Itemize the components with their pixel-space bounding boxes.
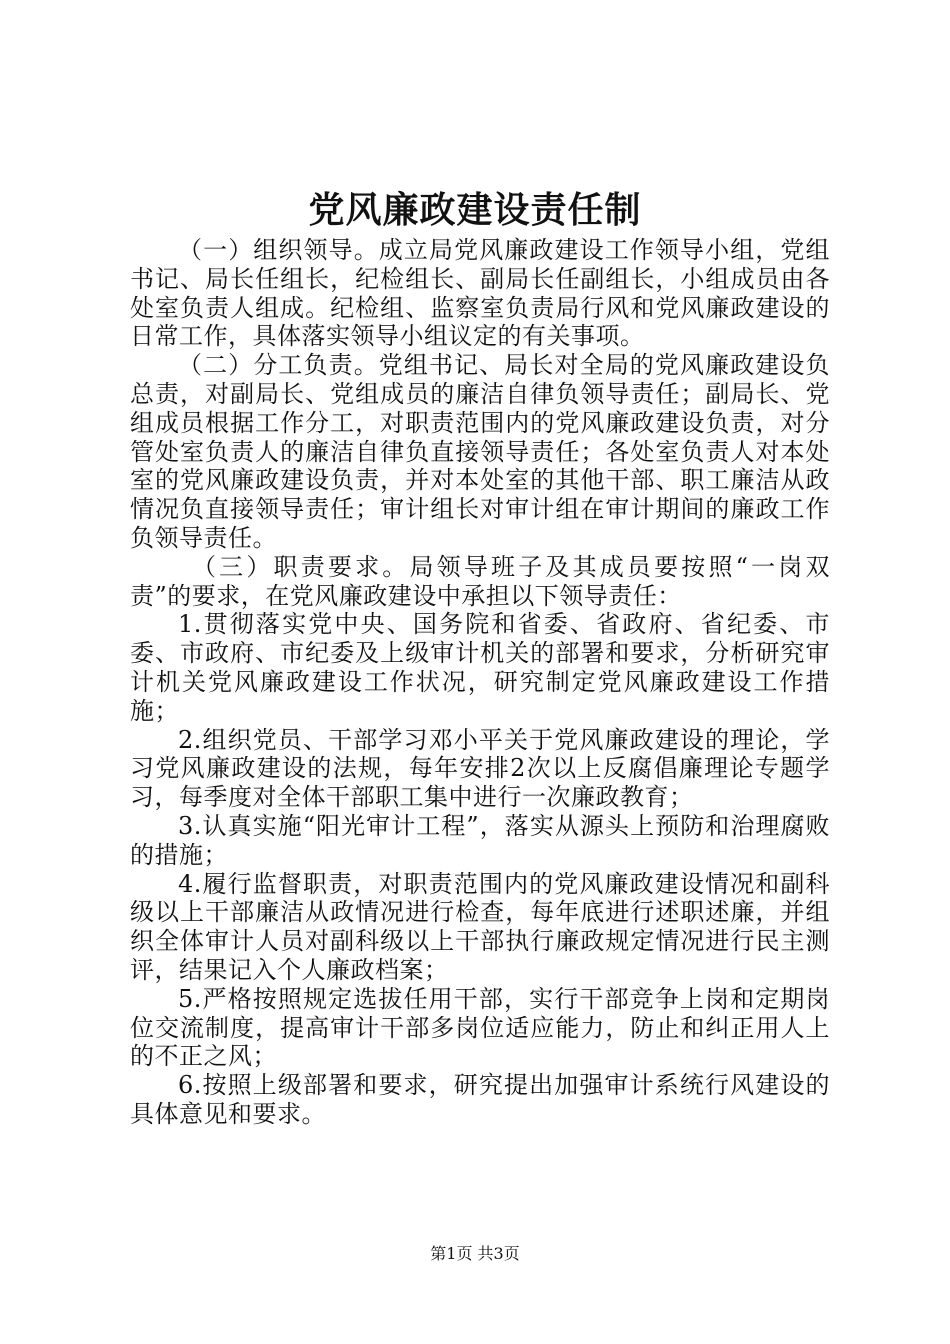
document-body [130, 236, 830, 1129]
paragraph-item-5: 5.严格按照规定选拔任用干部，实行干部竞争上岗和定期岗位交流制度，提高审计干部多岗位适应能力，防止和纠正用人上的不正之风； [130, 984, 830, 1071]
paragraph-duty-requirements: （三）职责要求。局领导班子及其成员要按照“一岗双责”的要求，在党风廉政建设中承担以下领导责任： [130, 552, 830, 610]
paragraph-item-3: 3.认真实施“阳光审计工程”，落实从源头上预防和治理腐败的措施； [130, 811, 830, 869]
paragraph-item-2: 2.组织党员、干部学习邓小平关于党风廉政建设的理论，学习党风廉政建设的法规，每年安排2次以上反腐倡廉理论专题学习，每季度对全体干部职工集中进行一次廉政教育； [130, 725, 830, 812]
page-number-footer: 第1页 共3页 [430, 1244, 520, 1263]
document-title: 党风廉政建设责任制 [308, 189, 642, 231]
paragraph-item-4: 4.履行监督职责，对职责范围内的党风廉政建设情况和副科级以上干部廉洁从政情况进行检查，每年底进行述职述廉，并组织全体审计人员对副科级以上干部执行廉政规定情况进行民主测评，结果记入个人廉政档案； [130, 869, 830, 984]
paragraph-division-of-responsibility: （二）分工负责。党组书记、局长对全局的党风廉政建设负总责，对副局长、党组成员的廉洁自律负领导责任；副局长、党组成员根据工作分工，对职责范围内的党风廉政建设负责，对分管处室负责人的廉洁自律负直接领导责任；各处室负责人对本处室的党风廉政建设负责，并对本处室的其他干部、职工廉洁从政情况负直接领导责任；审计组长对审计组在审计期间的廉政工作负领导责任。 [130, 351, 830, 552]
paragraph-item-1: 1.贯彻落实党中央、国务院和省委、省政府、省纪委、市委、市政府、市纪委及上级审计机关的部署和要求，分析研究审计机关党风廉政建设工作状况，研究制定党风廉政建设工作措施； [130, 610, 830, 725]
paragraph-organization: （一）组织领导。成立局党风廉政建设工作领导小组，党组书记、局长任组长，纪检组长、副局长任副组长，小组成员由各处室负责人组成。纪检组、监察室负责局行风和党风廉政建设的日常工作，具体落实领导小组议定的有关事项。 [130, 236, 830, 351]
paragraph-item-6: 6.按照上级部署和要求，研究提出加强审计系统行风建设的具体意见和要求。 [130, 1071, 830, 1128]
